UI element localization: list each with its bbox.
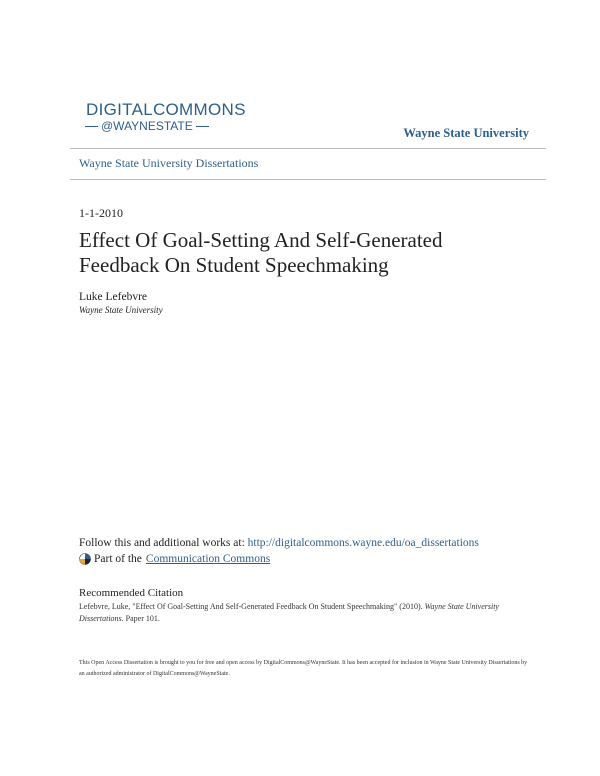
author-affiliation: Wayne State University	[79, 305, 163, 315]
follow-line	[79, 537, 479, 549]
divider-top	[70, 148, 546, 149]
recommended-citation-heading: Recommended Citation	[79, 587, 184, 599]
author-name: Luke Lefebvre	[79, 291, 148, 303]
logo-waynestate-text: @WAYNESTATE	[101, 119, 193, 133]
follow-label: Follow this and additional works at:	[79, 537, 248, 549]
logo-waynestate	[82, 119, 212, 133]
series-link[interactable]: Wayne State University Dissertations	[79, 156, 259, 170]
commons-network-icon	[79, 553, 91, 565]
paper-title: Effect Of Goal-Setting And Self-Generated Feedback On Student Speechmaking	[79, 228, 443, 277]
citation-series: Wayne State University Dissertations.	[79, 602, 499, 623]
part-of-line	[79, 553, 270, 565]
access-notice: This Open Access Dissertation is brought to you for free and open access by DigitalCommons@WayneState. It has been accepted for inclusion in Wayne State University Dissertations by an authorized administrator of DigitalCommons@WayneState.	[79, 660, 528, 677]
university-link[interactable]: Wayne State University	[403, 126, 529, 140]
follow-url-link[interactable]: http://digitalcommons.wayne.edu/oa_dissertations	[247, 537, 479, 549]
citation-text	[79, 601, 519, 625]
logo-dash-right	[196, 126, 209, 127]
divider-bottom	[70, 179, 546, 180]
part-of-label: Part of the	[94, 553, 142, 565]
logo-dash-left	[85, 126, 98, 127]
logo-digitalcommons: DIGITALCOMMONS	[86, 100, 246, 119]
communication-commons-link[interactable]: Communication Commons	[145, 553, 271, 565]
citation-main: Lefebvre, Luke, "Effect Of Goal-Setting And Self-Generated Feedback On Student Speechmaking" (2010).	[79, 602, 423, 611]
publication-date: 1-1-2010	[79, 206, 123, 220]
citation-paper: Paper 101.	[125, 614, 160, 623]
